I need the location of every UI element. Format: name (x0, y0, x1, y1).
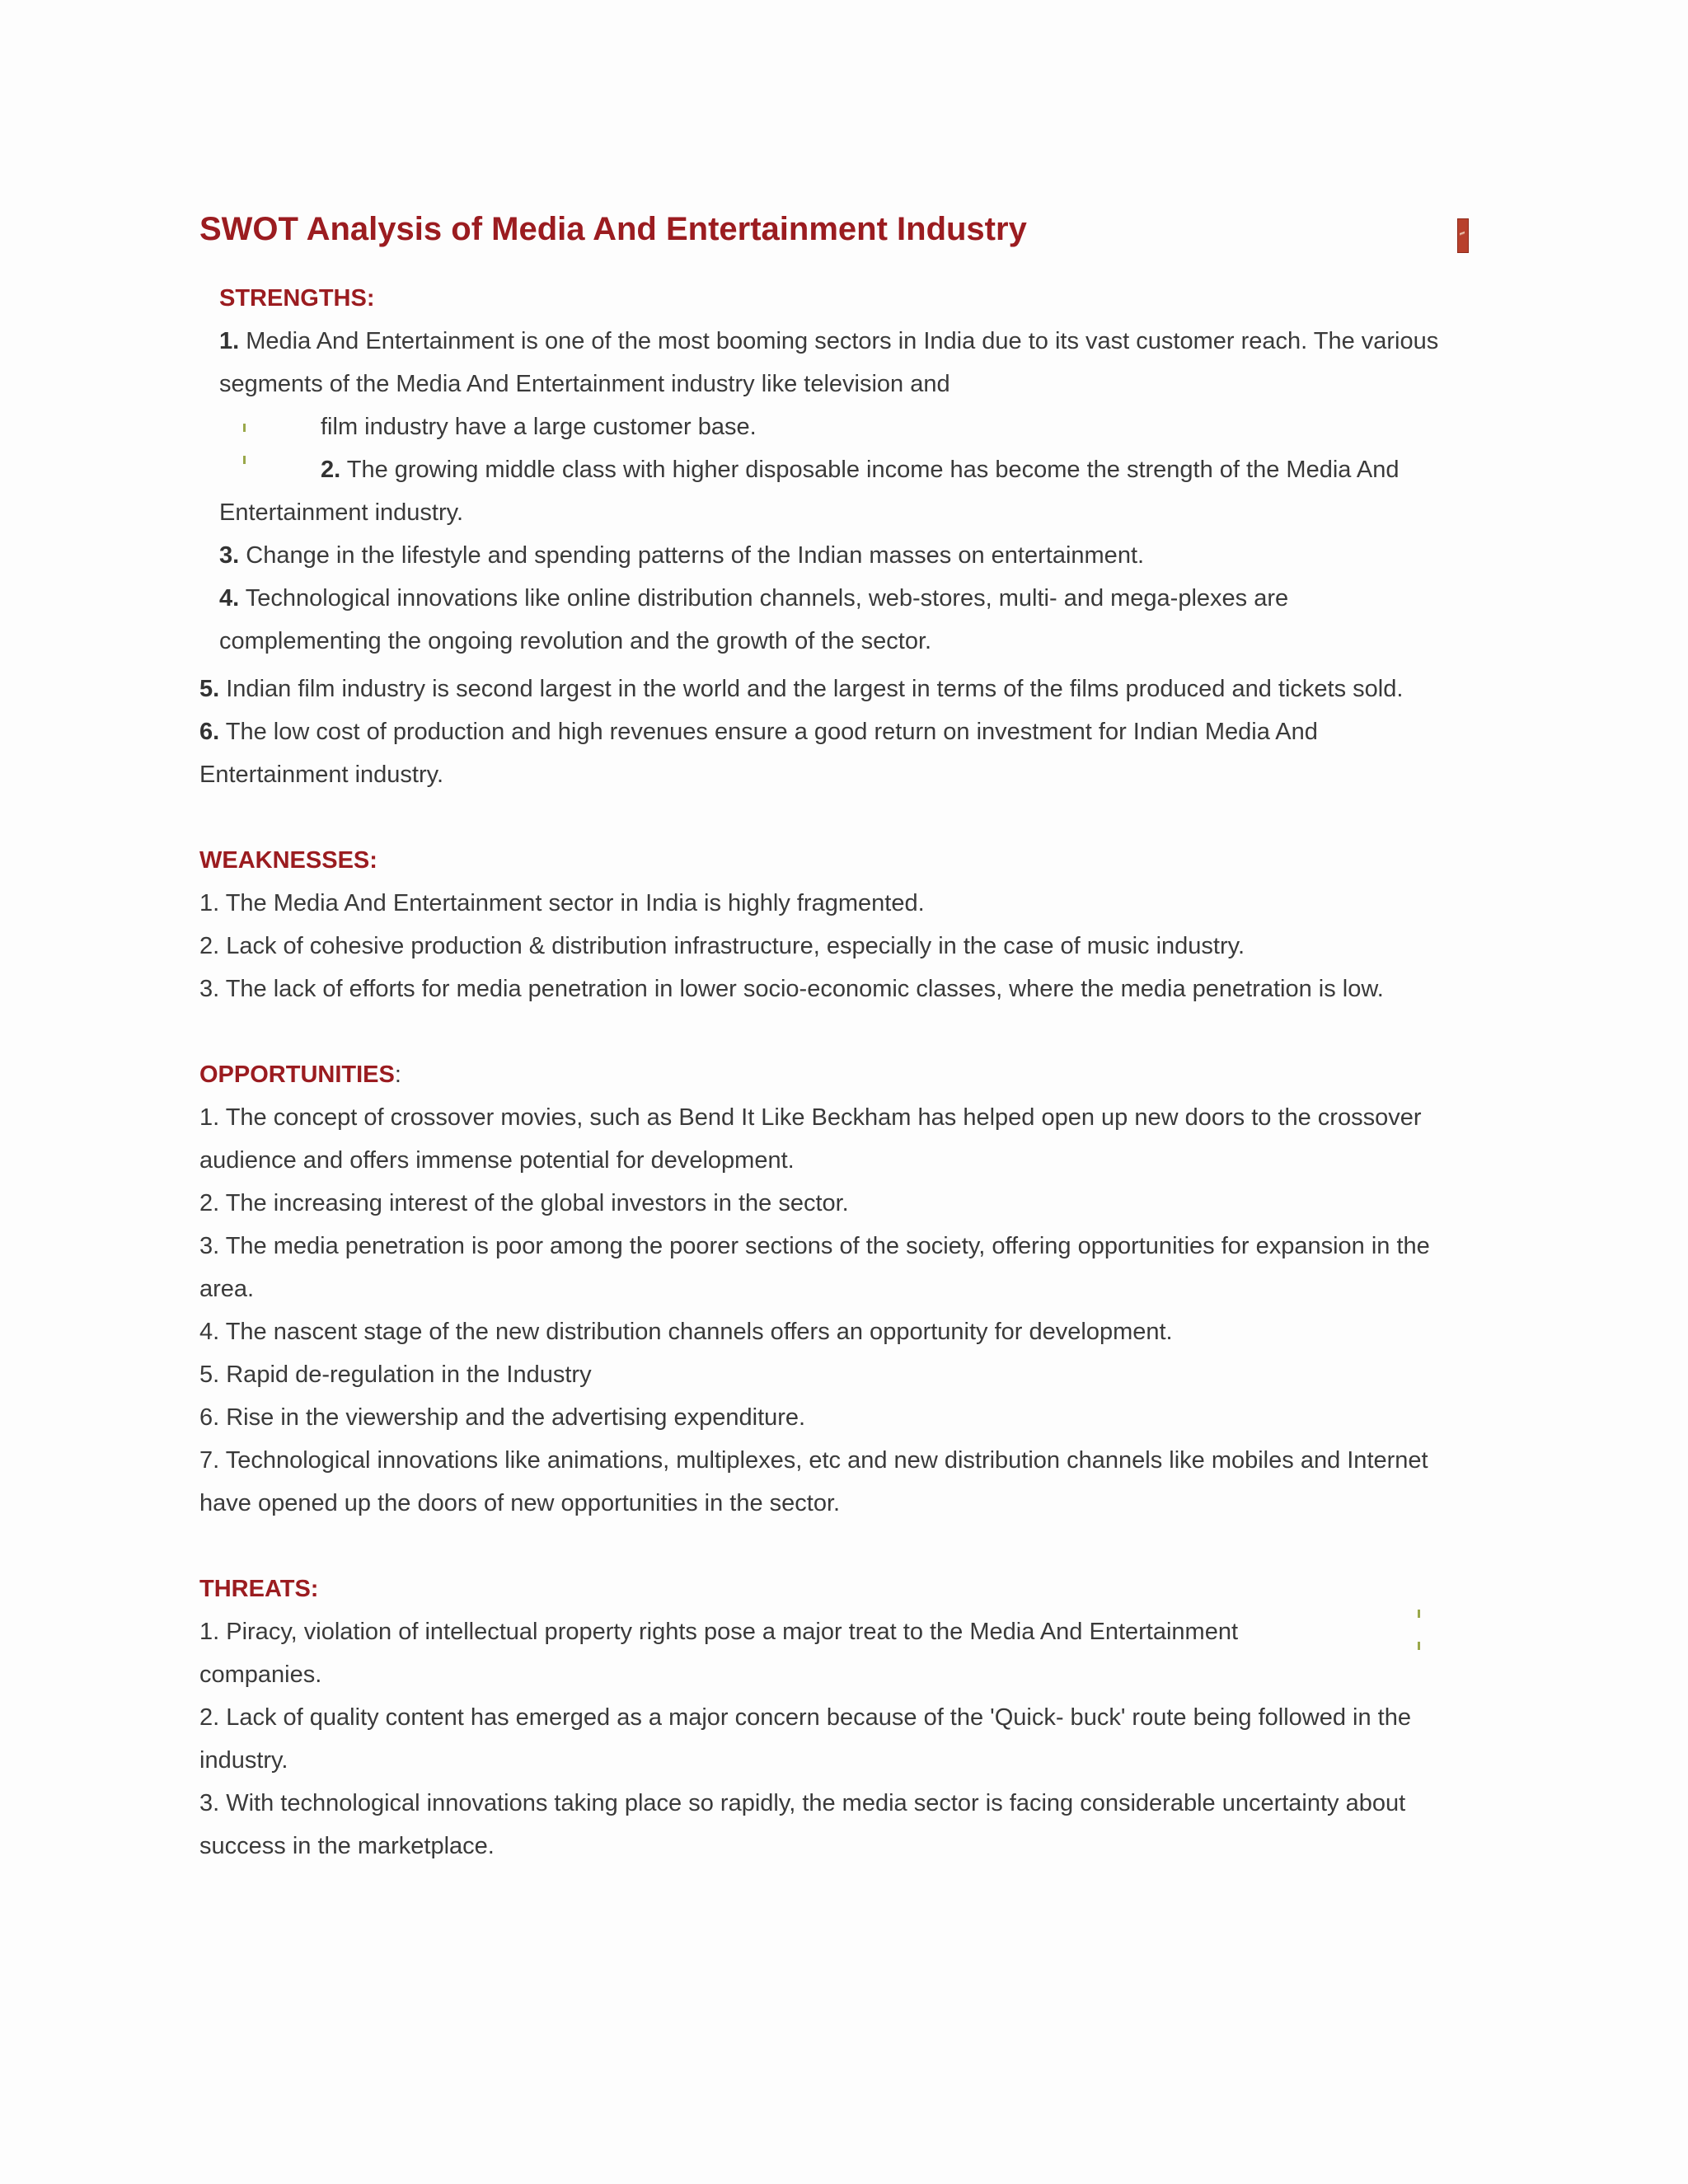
opportunities-heading-row (199, 1053, 401, 1096)
strength-item-1-line-1 (219, 320, 1438, 363)
opportunity-line: area. (199, 1276, 255, 1302)
item-number: 5. (199, 676, 220, 702)
item-text: Change in the lifestyle and spending patterns of the Indian masses on entertainment. (246, 542, 1145, 569)
item-text: Media And Entertainment is one of the most booming sectors in India due to its vast customer reach. The various (246, 328, 1439, 354)
threat-line: industry. (199, 1747, 288, 1774)
item-number: 2. (321, 457, 341, 483)
weakness-line: 3. The lack of efforts for media penetration in lower socio-economic classes, where the media penetration is low. (199, 976, 1384, 1002)
strength-item-1-line-2: segments of the Media And Entertainment industry like television and (219, 371, 950, 397)
opportunity-line: 6. Rise in the viewership and the advertising expenditure. (199, 1404, 806, 1431)
weakness-line: 2. Lack of cohesive production & distribution infrastructure, especially in the case of music industry. (199, 933, 1245, 959)
opportunity-line: 3. The media penetration is poor among the poorer sections of the society, offering opportunities for expansion in the (199, 1233, 1430, 1259)
strength-item-2-line-1 (321, 448, 1399, 491)
opportunities-heading: OPPORTUNITIES (199, 1062, 395, 1088)
strength-item-5 (199, 668, 1403, 710)
opportunity-line: have opened up the doors of new opportunities in the sector. (199, 1490, 841, 1516)
opportunity-line: 2. The increasing interest of the global investors in the sector. (199, 1190, 849, 1216)
heading-colon: : (394, 1062, 401, 1088)
threats-heading: THREATS: (199, 1576, 319, 1602)
threat-line: 2. Lack of quality content has emerged as a major concern because of the 'Quick- buck' route being followed in the (199, 1704, 1411, 1731)
margin-mark-icon (243, 424, 246, 432)
strength-item-2-line-2: Entertainment industry. (219, 499, 464, 526)
opportunity-line: 5. Rapid de-regulation in the Industry (199, 1361, 592, 1388)
threat-line: success in the marketplace. (199, 1833, 495, 1859)
margin-mark-icon (1418, 1642, 1420, 1650)
strength-item-1-line-3: film industry have a large customer base. (321, 414, 757, 440)
threat-line: companies. (199, 1661, 322, 1688)
opportunity-line: 4. The nascent stage of the new distribution channels offers an opportunity for development. (199, 1319, 1173, 1345)
item-text: Technological innovations like online distribution channels, web-stores, multi- and mega-plexes are (245, 585, 1289, 612)
strength-item-4-line-2: complementing the ongoing revolution and the growth of the sector. (219, 628, 932, 654)
strength-item-3 (219, 534, 1144, 577)
strength-item-4-line-1 (219, 577, 1288, 620)
opportunity-line: 7. Technological innovations like animations, multiplexes, etc and new distribution channels like mobiles and Internet (199, 1447, 1428, 1474)
weakness-line: 1. The Media And Entertainment sector in India is highly fragmented. (199, 890, 925, 916)
item-text: The growing middle class with higher disposable income has become the strength of the Media And (346, 457, 1400, 483)
strength-item-6-line-2: Entertainment industry. (199, 762, 444, 788)
document-title: SWOT Analysis of Media And Entertainment Industry (199, 211, 1027, 247)
strengths-heading: STRENGTHS: (219, 285, 375, 312)
item-number: 3. (219, 542, 240, 569)
margin-mark-icon (243, 456, 246, 464)
opportunity-line: 1. The concept of crossover movies, such as Bend It Like Beckham has helped open up new doors to the crossover (199, 1104, 1422, 1131)
item-text: The low cost of production and high revenues ensure a good return on investment for Indian Media And (225, 719, 1318, 745)
item-number: 6. (199, 719, 220, 745)
strength-item-6-line-1 (199, 710, 1318, 753)
threat-line: 3. With technological innovations taking place so rapidly, the media sector is facing considerable uncertainty about (199, 1790, 1406, 1816)
item-number: 4. (219, 585, 240, 612)
bookmark-icon (1457, 218, 1469, 253)
threat-line: 1. Piracy, violation of intellectual property rights pose a major treat to the Media And Entertainment (199, 1619, 1239, 1645)
item-text: Indian film industry is second largest in the world and the largest in terms of the films produced and tickets sold. (226, 676, 1404, 702)
opportunity-line: audience and offers immense potential for development. (199, 1147, 795, 1174)
weaknesses-heading: WEAKNESSES: (199, 847, 377, 874)
item-number: 1. (219, 328, 240, 354)
margin-mark-icon (1418, 1610, 1420, 1618)
